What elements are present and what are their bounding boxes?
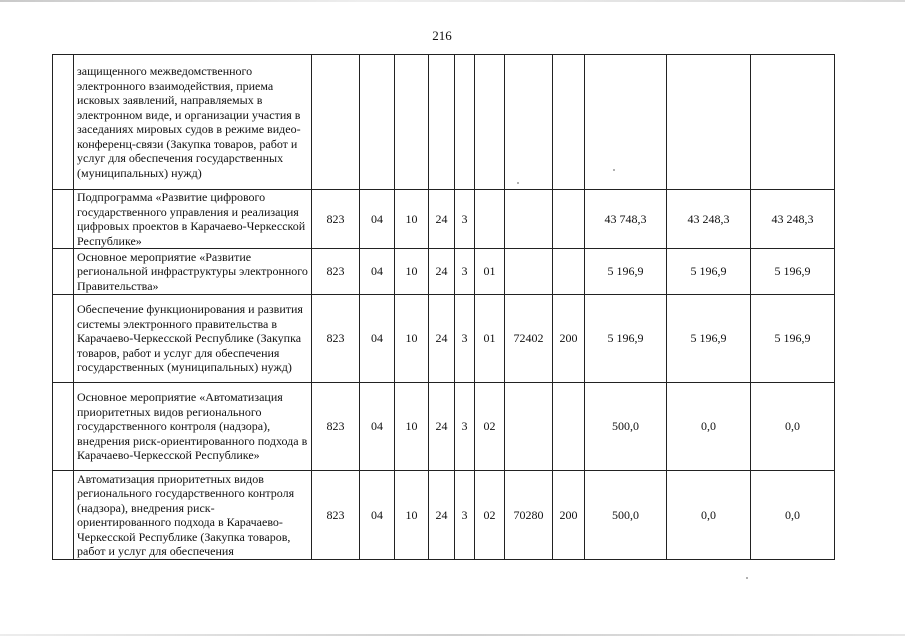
subsection-code-cell: 10 [395,295,429,383]
amount-2-cell: 0,0 [667,471,751,560]
program-code-cell: 24 [429,295,455,383]
amount-3-cell: 0,0 [751,471,835,560]
number-cell [53,249,74,295]
page-number: 216 [432,28,452,43]
amount-3-cell: 5 196,9 [751,249,835,295]
subprogram-code-cell: 3 [455,190,475,249]
amount-3-cell: 43 248,3 [751,190,835,249]
scan-edge-bottom [0,634,905,636]
amount-1-cell: 500,0 [585,383,667,471]
section-code-cell: 04 [360,249,395,295]
table-row [53,295,835,383]
table-row [53,383,835,471]
row-name-cell: Обеспечение функционирования и развития системы электронного правительства в Карачаево-Черкесской Республике (Закупка товаров, работ и услуг для обеспечения государственных (муниципальных) нужд) [74,295,312,383]
row-name-cell: Автоматизация приоритетных видов регионального государственного контроля (надзора), внедрения риск-ориентированного подхода в Карачаево-Черкесской Республике (Закупка товаров, работ и услуг для обеспечения [74,471,312,560]
number-cell [53,383,74,471]
number-cell [53,295,74,383]
table-row [53,249,835,295]
subsection-code-cell: 10 [395,190,429,249]
subsection-code-cell [395,55,429,190]
direction-code-cell: 72402 [505,295,553,383]
expense-type-cell [553,383,585,471]
subsection-code-cell: 10 [395,383,429,471]
row-name-cell: Подпрограмма «Развитие цифрового государственного управления и реализация цифровых проектов в Карачаево-Черкесской Республике» [74,190,312,249]
row-name-cell: Основное мероприятие «Автоматизация приоритетных видов регионального государственного контроля (надзора), внедрения риск-ориентированного подхода в Карачаево-Черкесской Республике» [74,383,312,471]
ministry-code-cell [312,55,360,190]
amount-2-cell: 43 248,3 [667,190,751,249]
direction-code-cell [505,249,553,295]
ministry-code-cell: 823 [312,249,360,295]
ministry-code-cell: 823 [312,471,360,560]
scan-speck [517,182,519,184]
amount-2-cell: 0,0 [667,383,751,471]
event-code-cell: 01 [475,249,505,295]
amount-2-cell [667,55,751,190]
table-row [53,190,835,249]
direction-code-cell: 70280 [505,471,553,560]
subsection-code-cell: 10 [395,471,429,560]
direction-code-cell [505,383,553,471]
ministry-code-cell: 823 [312,190,360,249]
budget-table [52,54,835,560]
expense-type-cell: 200 [553,295,585,383]
amount-2-cell: 5 196,9 [667,295,751,383]
table-row [53,55,835,190]
direction-code-cell [505,190,553,249]
amount-1-cell: 43 748,3 [585,190,667,249]
amount-3-cell: 0,0 [751,383,835,471]
number-cell [53,55,74,190]
program-code-cell: 24 [429,190,455,249]
amount-1-cell: 5 196,9 [585,249,667,295]
subprogram-code-cell: 3 [455,249,475,295]
expense-type-cell [553,190,585,249]
amount-1-cell: 500,0 [585,471,667,560]
section-code-cell: 04 [360,383,395,471]
subprogram-code-cell: 3 [455,471,475,560]
section-code-cell: 04 [360,190,395,249]
row-name-cell: Основное мероприятие «Развитие региональной инфраструктуры электронного Правительства» [74,249,312,295]
ministry-code-cell: 823 [312,383,360,471]
scan-speck [613,169,615,171]
number-cell [53,190,74,249]
subprogram-code-cell: 3 [455,295,475,383]
program-code-cell: 24 [429,249,455,295]
ministry-code-cell: 823 [312,295,360,383]
event-code-cell: 02 [475,383,505,471]
event-code-cell [475,190,505,249]
amount-2-cell: 5 196,9 [667,249,751,295]
amount-3-cell [751,55,835,190]
section-code-cell: 04 [360,471,395,560]
number-cell [53,471,74,560]
subprogram-code-cell [455,55,475,190]
direction-code-cell [505,55,553,190]
expense-type-cell [553,249,585,295]
amount-1-cell: 5 196,9 [585,295,667,383]
amount-1-cell [585,55,667,190]
scan-edge-top [0,0,905,2]
expense-type-cell [553,55,585,190]
program-code-cell: 24 [429,471,455,560]
program-code-cell: 24 [429,383,455,471]
expense-type-cell: 200 [553,471,585,560]
scan-speck [746,577,748,579]
event-code-cell: 02 [475,471,505,560]
subsection-code-cell: 10 [395,249,429,295]
amount-3-cell: 5 196,9 [751,295,835,383]
event-code-cell [475,55,505,190]
event-code-cell: 01 [475,295,505,383]
row-name-cell: защищенного межведомственного электронного взаимодействия, приема исковых заявлений, направляемых в электронном виде, и организации участия в заседаниях мировых судов в режиме видео-конференц-связи (Закупка товаров, работ и услуг для обеспечения государственных (муниципальных) нужд) [74,55,312,190]
section-code-cell: 04 [360,295,395,383]
table-row [53,471,835,560]
program-code-cell [429,55,455,190]
section-code-cell [360,55,395,190]
subprogram-code-cell: 3 [455,383,475,471]
